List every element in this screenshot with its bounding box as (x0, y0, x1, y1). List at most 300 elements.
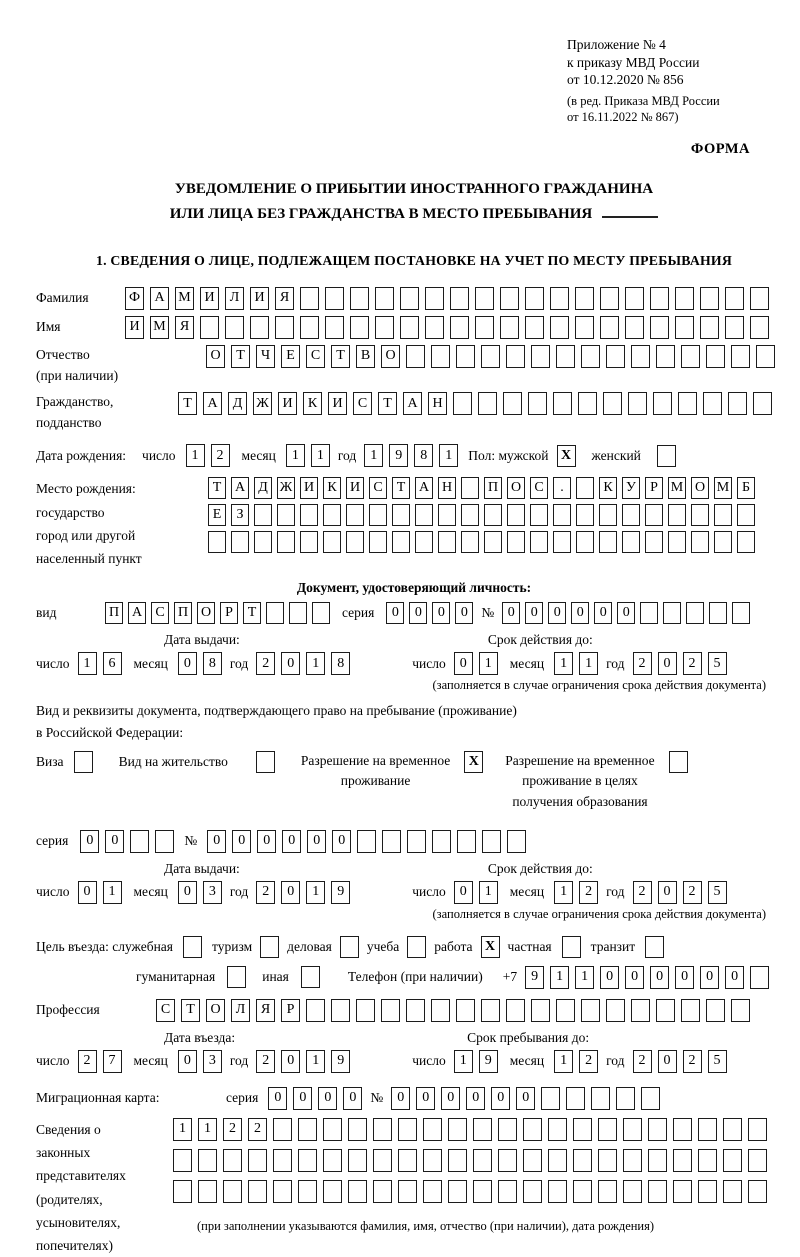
char-cell[interactable]: Я (256, 999, 275, 1022)
char-cell[interactable]: И (278, 392, 297, 415)
char-cell[interactable]: 2 (579, 881, 598, 904)
char-cell[interactable]: Т (231, 345, 250, 368)
char-cell[interactable]: Т (392, 477, 410, 499)
char-cell[interactable]: Ч (256, 345, 275, 368)
char-cell[interactable] (550, 287, 569, 310)
char-cell[interactable] (573, 1180, 592, 1203)
char-cell[interactable] (300, 531, 318, 553)
char-cell[interactable]: 0 (441, 1087, 460, 1110)
char-cell[interactable]: 0 (454, 881, 473, 904)
char-cell[interactable]: 0 (343, 1087, 362, 1110)
char-cell[interactable] (298, 1118, 317, 1141)
char-cell[interactable] (668, 531, 686, 553)
char-cell[interactable] (550, 316, 569, 339)
char-cell[interactable]: 1 (550, 966, 569, 989)
char-cell[interactable] (266, 602, 284, 624)
char-cell[interactable]: 5 (708, 1050, 727, 1073)
char-cell[interactable]: О (507, 477, 525, 499)
char-cell[interactable] (703, 392, 722, 415)
char-cell[interactable]: 1 (554, 652, 573, 675)
char-cell[interactable] (530, 504, 548, 526)
char-cell[interactable] (598, 1180, 617, 1203)
char-cell[interactable] (381, 999, 400, 1022)
char-cell[interactable] (475, 316, 494, 339)
char-cell[interactable]: 0 (658, 881, 677, 904)
char-cell[interactable]: 1 (575, 966, 594, 989)
char-cell[interactable] (373, 1149, 392, 1172)
char-cell[interactable] (331, 999, 350, 1022)
char-cell[interactable]: Я (175, 316, 194, 339)
char-cell[interactable]: 9 (479, 1050, 498, 1073)
char-cell[interactable]: X (557, 445, 576, 467)
char-cell[interactable] (498, 1149, 517, 1172)
char-cell[interactable] (507, 830, 526, 853)
char-cell[interactable] (750, 287, 769, 310)
char-cell[interactable] (548, 1118, 567, 1141)
char-cell[interactable]: И (328, 392, 347, 415)
char-cell[interactable] (461, 504, 479, 526)
char-cell[interactable]: 1 (479, 652, 498, 675)
char-cell[interactable] (698, 1149, 717, 1172)
char-cell[interactable]: 5 (708, 652, 727, 675)
char-cell[interactable]: 0 (466, 1087, 485, 1110)
char-cell[interactable]: С (369, 477, 387, 499)
char-cell[interactable]: 0 (232, 830, 251, 853)
char-cell[interactable] (306, 999, 325, 1022)
char-cell[interactable] (531, 345, 550, 368)
char-cell[interactable]: 1 (554, 881, 573, 904)
char-cell[interactable]: 2 (248, 1118, 267, 1141)
char-cell[interactable] (298, 1149, 317, 1172)
char-cell[interactable] (728, 392, 747, 415)
char-cell[interactable] (482, 830, 501, 853)
char-cell[interactable]: Е (208, 504, 226, 526)
char-cell[interactable] (606, 999, 625, 1022)
char-cell[interactable] (581, 999, 600, 1022)
char-cell[interactable]: 0 (700, 966, 719, 989)
char-cell[interactable] (423, 1149, 442, 1172)
char-cell[interactable] (198, 1180, 217, 1203)
char-cell[interactable] (507, 531, 525, 553)
char-cell[interactable] (369, 504, 387, 526)
char-cell[interactable]: . (553, 477, 571, 499)
char-cell[interactable] (678, 392, 697, 415)
char-cell[interactable]: 0 (281, 881, 300, 904)
char-cell[interactable] (700, 287, 719, 310)
char-cell[interactable] (648, 1180, 667, 1203)
char-cell[interactable] (748, 1149, 767, 1172)
char-cell[interactable] (260, 936, 279, 958)
char-cell[interactable] (298, 1180, 317, 1203)
char-cell[interactable] (576, 477, 594, 499)
char-cell[interactable] (706, 999, 725, 1022)
char-cell[interactable]: 2 (683, 881, 702, 904)
char-cell[interactable]: 2 (633, 652, 652, 675)
char-cell[interactable] (323, 1149, 342, 1172)
char-cell[interactable]: С (530, 477, 548, 499)
char-cell[interactable]: Т (178, 392, 197, 415)
char-cell[interactable]: С (151, 602, 169, 624)
char-cell[interactable] (438, 531, 456, 553)
char-cell[interactable]: 2 (633, 1050, 652, 1073)
char-cell[interactable]: 0 (432, 602, 450, 624)
char-cell[interactable] (753, 392, 772, 415)
char-cell[interactable]: П (174, 602, 192, 624)
char-cell[interactable]: 0 (281, 1050, 300, 1073)
char-cell[interactable] (254, 531, 272, 553)
char-cell[interactable] (277, 504, 295, 526)
char-cell[interactable]: И (300, 477, 318, 499)
char-cell[interactable] (398, 1118, 417, 1141)
char-cell[interactable]: 9 (331, 881, 350, 904)
char-cell[interactable]: 1 (579, 652, 598, 675)
char-cell[interactable] (155, 830, 174, 853)
char-cell[interactable] (400, 316, 419, 339)
char-cell[interactable] (686, 602, 704, 624)
char-cell[interactable] (706, 345, 725, 368)
char-cell[interactable] (256, 751, 275, 773)
char-cell[interactable] (566, 1087, 585, 1110)
char-cell[interactable] (645, 504, 663, 526)
char-cell[interactable] (300, 316, 319, 339)
char-cell[interactable]: 0 (281, 652, 300, 675)
char-cell[interactable] (273, 1118, 292, 1141)
char-cell[interactable]: Д (228, 392, 247, 415)
char-cell[interactable] (750, 316, 769, 339)
char-cell[interactable] (475, 287, 494, 310)
char-cell[interactable] (525, 316, 544, 339)
char-cell[interactable] (657, 445, 676, 467)
char-cell[interactable]: А (415, 477, 433, 499)
char-cell[interactable] (523, 1149, 542, 1172)
char-cell[interactable] (481, 345, 500, 368)
char-cell[interactable]: Д (254, 477, 272, 499)
char-cell[interactable]: С (306, 345, 325, 368)
char-cell[interactable] (530, 531, 548, 553)
char-cell[interactable] (748, 1118, 767, 1141)
char-cell[interactable] (273, 1180, 292, 1203)
char-cell[interactable]: М (150, 316, 169, 339)
char-cell[interactable]: Р (220, 602, 238, 624)
char-cell[interactable] (656, 345, 675, 368)
char-cell[interactable] (500, 287, 519, 310)
char-cell[interactable] (183, 936, 202, 958)
char-cell[interactable]: 2 (78, 1050, 97, 1073)
char-cell[interactable] (691, 504, 709, 526)
char-cell[interactable] (431, 345, 450, 368)
char-cell[interactable]: З (231, 504, 249, 526)
char-cell[interactable] (723, 1118, 742, 1141)
char-cell[interactable] (254, 504, 272, 526)
char-cell[interactable]: 0 (105, 830, 124, 853)
char-cell[interactable] (273, 1149, 292, 1172)
char-cell[interactable] (725, 287, 744, 310)
char-cell[interactable]: 0 (571, 602, 589, 624)
char-cell[interactable] (714, 531, 732, 553)
char-cell[interactable]: 0 (675, 966, 694, 989)
char-cell[interactable] (548, 1180, 567, 1203)
char-cell[interactable] (373, 1180, 392, 1203)
char-cell[interactable] (323, 531, 341, 553)
char-cell[interactable]: А (150, 287, 169, 310)
char-cell[interactable]: Л (225, 287, 244, 310)
char-cell[interactable] (74, 751, 93, 773)
char-cell[interactable]: 0 (78, 881, 97, 904)
char-cell[interactable]: К (599, 477, 617, 499)
char-cell[interactable] (575, 287, 594, 310)
char-cell[interactable] (732, 602, 750, 624)
char-cell[interactable] (223, 1149, 242, 1172)
char-cell[interactable]: 0 (600, 966, 619, 989)
char-cell[interactable] (625, 287, 644, 310)
char-cell[interactable] (407, 830, 426, 853)
char-cell[interactable]: М (668, 477, 686, 499)
char-cell[interactable] (603, 392, 622, 415)
char-cell[interactable] (173, 1180, 192, 1203)
char-cell[interactable] (415, 504, 433, 526)
char-cell[interactable]: 0 (282, 830, 301, 853)
char-cell[interactable]: 9 (389, 444, 408, 467)
char-cell[interactable] (700, 316, 719, 339)
char-cell[interactable]: 6 (103, 652, 122, 675)
char-cell[interactable]: 0 (725, 966, 744, 989)
char-cell[interactable] (392, 504, 410, 526)
char-cell[interactable]: Р (281, 999, 300, 1022)
char-cell[interactable]: О (691, 477, 709, 499)
char-cell[interactable] (425, 316, 444, 339)
char-cell[interactable] (173, 1149, 192, 1172)
char-cell[interactable]: Ж (253, 392, 272, 415)
char-cell[interactable] (348, 1180, 367, 1203)
char-cell[interactable] (423, 1118, 442, 1141)
char-cell[interactable]: Ж (277, 477, 295, 499)
char-cell[interactable]: М (714, 477, 732, 499)
char-cell[interactable]: И (200, 287, 219, 310)
char-cell[interactable] (375, 287, 394, 310)
char-cell[interactable] (748, 1180, 767, 1203)
char-cell[interactable] (484, 531, 502, 553)
char-cell[interactable]: 2 (256, 881, 275, 904)
char-cell[interactable] (375, 316, 394, 339)
char-cell[interactable]: 9 (525, 966, 544, 989)
char-cell[interactable]: Т (243, 602, 261, 624)
char-cell[interactable]: П (484, 477, 502, 499)
char-cell[interactable]: 1 (454, 1050, 473, 1073)
char-cell[interactable] (731, 345, 750, 368)
char-cell[interactable] (553, 392, 572, 415)
char-cell[interactable]: С (353, 392, 372, 415)
char-cell[interactable]: 3 (203, 1050, 222, 1073)
char-cell[interactable] (406, 345, 425, 368)
char-cell[interactable] (346, 531, 364, 553)
char-cell[interactable]: 0 (257, 830, 276, 853)
char-cell[interactable]: О (206, 345, 225, 368)
char-cell[interactable] (130, 830, 149, 853)
char-cell[interactable] (506, 345, 525, 368)
char-cell[interactable] (507, 504, 525, 526)
char-cell[interactable]: 1 (306, 1050, 325, 1073)
char-cell[interactable] (450, 287, 469, 310)
char-cell[interactable] (425, 287, 444, 310)
char-cell[interactable] (623, 1118, 642, 1141)
char-cell[interactable]: В (356, 345, 375, 368)
char-cell[interactable]: 9 (331, 1050, 350, 1073)
char-cell[interactable] (323, 1118, 342, 1141)
char-cell[interactable]: 0 (391, 1087, 410, 1110)
char-cell[interactable] (731, 999, 750, 1022)
char-cell[interactable] (500, 316, 519, 339)
char-cell[interactable] (456, 345, 475, 368)
char-cell[interactable]: 0 (516, 1087, 535, 1110)
char-cell[interactable] (450, 316, 469, 339)
char-cell[interactable]: 8 (203, 652, 222, 675)
char-cell[interactable] (382, 830, 401, 853)
char-cell[interactable] (312, 602, 330, 624)
char-cell[interactable] (473, 1118, 492, 1141)
char-cell[interactable] (556, 999, 575, 1022)
char-cell[interactable]: 0 (268, 1087, 287, 1110)
char-cell[interactable] (301, 966, 320, 988)
char-cell[interactable]: 1 (286, 444, 305, 467)
char-cell[interactable] (373, 1118, 392, 1141)
char-cell[interactable]: П (105, 602, 123, 624)
char-cell[interactable] (431, 999, 450, 1022)
char-cell[interactable] (484, 504, 502, 526)
char-cell[interactable] (289, 602, 307, 624)
char-cell[interactable] (198, 1149, 217, 1172)
char-cell[interactable]: Т (331, 345, 350, 368)
char-cell[interactable]: А (231, 477, 249, 499)
char-cell[interactable] (673, 1180, 692, 1203)
char-cell[interactable] (553, 504, 571, 526)
char-cell[interactable]: 0 (178, 652, 197, 675)
char-cell[interactable] (681, 345, 700, 368)
char-cell[interactable]: 0 (548, 602, 566, 624)
char-cell[interactable] (350, 316, 369, 339)
char-cell[interactable]: Л (231, 999, 250, 1022)
char-cell[interactable]: 2 (683, 652, 702, 675)
char-cell[interactable] (506, 999, 525, 1022)
char-cell[interactable] (438, 504, 456, 526)
char-cell[interactable]: 0 (594, 602, 612, 624)
char-cell[interactable] (231, 531, 249, 553)
char-cell[interactable]: 0 (455, 602, 473, 624)
char-cell[interactable] (575, 316, 594, 339)
char-cell[interactable]: И (346, 477, 364, 499)
char-cell[interactable] (653, 392, 672, 415)
char-cell[interactable] (323, 504, 341, 526)
char-cell[interactable]: 0 (454, 652, 473, 675)
char-cell[interactable] (599, 504, 617, 526)
char-cell[interactable]: 0 (525, 602, 543, 624)
char-cell[interactable]: 1 (103, 881, 122, 904)
char-cell[interactable] (606, 345, 625, 368)
char-cell[interactable] (275, 316, 294, 339)
char-cell[interactable] (248, 1149, 267, 1172)
char-cell[interactable] (622, 531, 640, 553)
char-cell[interactable]: И (125, 316, 144, 339)
char-cell[interactable] (356, 999, 375, 1022)
char-cell[interactable] (503, 392, 522, 415)
char-cell[interactable] (645, 531, 663, 553)
char-cell[interactable]: 1 (173, 1118, 192, 1141)
char-cell[interactable] (698, 1118, 717, 1141)
char-cell[interactable] (325, 287, 344, 310)
char-cell[interactable]: Т (378, 392, 397, 415)
char-cell[interactable] (737, 504, 755, 526)
char-cell[interactable] (248, 1180, 267, 1203)
char-cell[interactable] (641, 1087, 660, 1110)
char-cell[interactable]: 0 (409, 602, 427, 624)
char-cell[interactable] (357, 830, 376, 853)
char-cell[interactable] (648, 1118, 667, 1141)
char-cell[interactable]: 1 (186, 444, 205, 467)
char-cell[interactable]: Н (428, 392, 447, 415)
char-cell[interactable] (616, 1087, 635, 1110)
char-cell[interactable] (473, 1149, 492, 1172)
char-cell[interactable] (528, 392, 547, 415)
char-cell[interactable]: 7 (103, 1050, 122, 1073)
char-cell[interactable] (461, 477, 479, 499)
char-cell[interactable] (600, 287, 619, 310)
char-cell[interactable] (478, 392, 497, 415)
char-cell[interactable]: Н (438, 477, 456, 499)
char-cell[interactable]: Е (281, 345, 300, 368)
char-cell[interactable] (481, 999, 500, 1022)
char-cell[interactable] (556, 345, 575, 368)
char-cell[interactable] (348, 1118, 367, 1141)
char-cell[interactable] (325, 316, 344, 339)
char-cell[interactable]: О (197, 602, 215, 624)
char-cell[interactable] (340, 936, 359, 958)
char-cell[interactable] (573, 1118, 592, 1141)
char-cell[interactable] (599, 531, 617, 553)
char-cell[interactable] (208, 531, 226, 553)
char-cell[interactable] (277, 531, 295, 553)
char-cell[interactable]: 2 (223, 1118, 242, 1141)
char-cell[interactable] (323, 1180, 342, 1203)
char-cell[interactable]: 2 (256, 652, 275, 675)
char-cell[interactable] (650, 287, 669, 310)
char-cell[interactable] (709, 602, 727, 624)
char-cell[interactable]: 2 (211, 444, 230, 467)
char-cell[interactable] (628, 392, 647, 415)
char-cell[interactable]: 8 (414, 444, 433, 467)
char-cell[interactable] (623, 1149, 642, 1172)
char-cell[interactable] (669, 751, 688, 773)
char-cell[interactable] (473, 1180, 492, 1203)
char-cell[interactable] (432, 830, 451, 853)
char-cell[interactable] (675, 287, 694, 310)
char-cell[interactable] (250, 316, 269, 339)
char-cell[interactable]: 0 (650, 966, 669, 989)
char-cell[interactable] (750, 966, 769, 989)
char-cell[interactable] (645, 936, 664, 958)
char-cell[interactable] (531, 999, 550, 1022)
char-cell[interactable] (737, 531, 755, 553)
char-cell[interactable] (498, 1180, 517, 1203)
char-cell[interactable]: 0 (491, 1087, 510, 1110)
char-cell[interactable] (600, 316, 619, 339)
char-cell[interactable] (756, 345, 775, 368)
char-cell[interactable] (541, 1087, 560, 1110)
char-cell[interactable] (573, 1149, 592, 1172)
char-cell[interactable] (714, 504, 732, 526)
char-cell[interactable] (407, 936, 426, 958)
char-cell[interactable] (576, 504, 594, 526)
char-cell[interactable] (227, 966, 246, 988)
char-cell[interactable] (523, 1180, 542, 1203)
